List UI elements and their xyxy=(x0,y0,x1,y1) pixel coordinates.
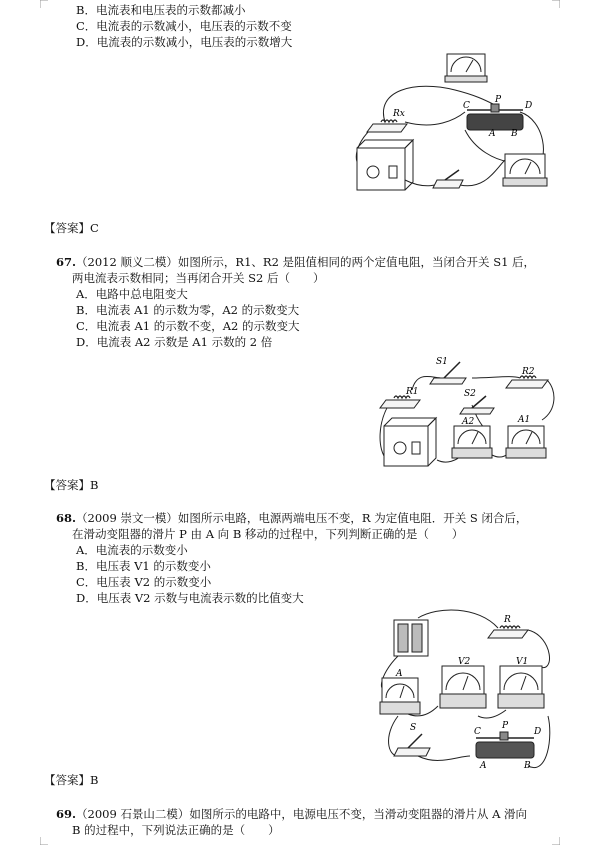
q66-label-c: C xyxy=(463,101,470,111)
q69-number: 69. xyxy=(56,807,77,821)
q66-label-p: P xyxy=(495,95,502,105)
crop-mark-bottom-left xyxy=(40,837,48,845)
q67-option-a: A．电路中总电阻变大 xyxy=(76,287,188,301)
q67-option-c: C．电流表 A1 的示数不变，A2 的示数变大 xyxy=(76,319,300,333)
q68-label-ra: A xyxy=(480,761,487,771)
q68-stem-text1: （2009 崇文一模）如图所示电路，电源两端电压不变，R 为定值电阻．开关 S 闭合后， xyxy=(76,511,528,525)
q67-number: 67. xyxy=(56,255,77,269)
q68-option-a: A．电流表的示数变小 xyxy=(76,543,188,557)
q67-stem-line1 xyxy=(56,254,535,270)
q68-label-r: R xyxy=(504,615,511,625)
q66-label-d: D xyxy=(525,101,533,111)
q68-label-d: D xyxy=(534,727,542,737)
q68-label-rb: B xyxy=(524,761,531,771)
q68-option-d: D．电压表 V2 示数与电流表示数的比值变大 xyxy=(76,591,304,605)
q67-circuit-figure xyxy=(372,350,562,475)
q67-label-r2: R2 xyxy=(522,367,535,377)
q66-label-a: A xyxy=(489,129,496,139)
q67-stem-text1: （2012 顺义二模）如图所示，R1、R2 是阻值相同的两个定值电阻，当闭合开关 S1 后， xyxy=(76,255,536,269)
q68-option-c: C．电压表 V2 的示数变小 xyxy=(76,575,212,589)
q68-stem-line2: 在滑动变阻器的滑片 P 由 A 向 B 移动的过程中，下列判断正确的是（ ） xyxy=(72,527,464,541)
q67-label-s2: S2 xyxy=(464,389,476,399)
q68-number: 68. xyxy=(56,511,77,525)
q66-label-b: B xyxy=(511,129,518,139)
q67-label-a2: A2 xyxy=(462,417,475,427)
q67-label-a1: A1 xyxy=(518,415,531,425)
q68-label-v2: V2 xyxy=(458,657,471,667)
q67-label-r1: R1 xyxy=(406,387,419,397)
q69-stem-line2: B 的过程中，下列说法正确的是（ ） xyxy=(72,823,280,837)
q67-stem-line2: 两电流表示数相同；当再闭合开关 S2 后（ ） xyxy=(72,271,325,285)
crop-mark-top-left xyxy=(40,0,48,8)
q66-option-b: B．电流表和电压表的示数都减小 xyxy=(76,3,246,17)
crop-mark-top-right xyxy=(552,0,560,8)
q68-label-p: P xyxy=(502,721,509,731)
q68-stem-line1 xyxy=(56,510,527,526)
q67-option-d: D．电流表 A2 示数是 A1 示数的 2 倍 xyxy=(76,335,273,349)
q68-option-b: B．电压表 V1 的示数变小 xyxy=(76,559,211,573)
q68-answer: 【答案】B xyxy=(44,773,99,787)
q67-option-b: B．电流表 A1 的示数为零，A2 的示数变大 xyxy=(76,303,300,317)
q68-label-c: C xyxy=(474,727,481,737)
q66-option-c: C．电流表的示数减小，电压表的示数不变 xyxy=(76,19,292,33)
q66-circuit-figure xyxy=(345,50,555,210)
q68-label-v1: V1 xyxy=(516,657,529,667)
q68-label-a: A xyxy=(396,669,403,679)
q67-answer: 【答案】B xyxy=(44,478,99,492)
q68-label-s: S xyxy=(410,723,417,733)
q69-stem-text1: （2009 石景山二模）如图所示的电路中，电源电压不变，当滑动变阻器的滑片从 A 滑向 xyxy=(76,807,528,821)
q66-label-rx: Rx xyxy=(393,109,405,119)
q67-label-s1: S1 xyxy=(436,357,448,367)
q69-stem-line1 xyxy=(56,806,527,822)
crop-mark-bottom-right xyxy=(552,837,560,845)
q66-option-d: D．电流表的示数减小，电压表的示数增大 xyxy=(76,35,293,49)
q68-circuit-figure xyxy=(378,606,558,776)
q66-answer: 【答案】C xyxy=(44,221,99,235)
